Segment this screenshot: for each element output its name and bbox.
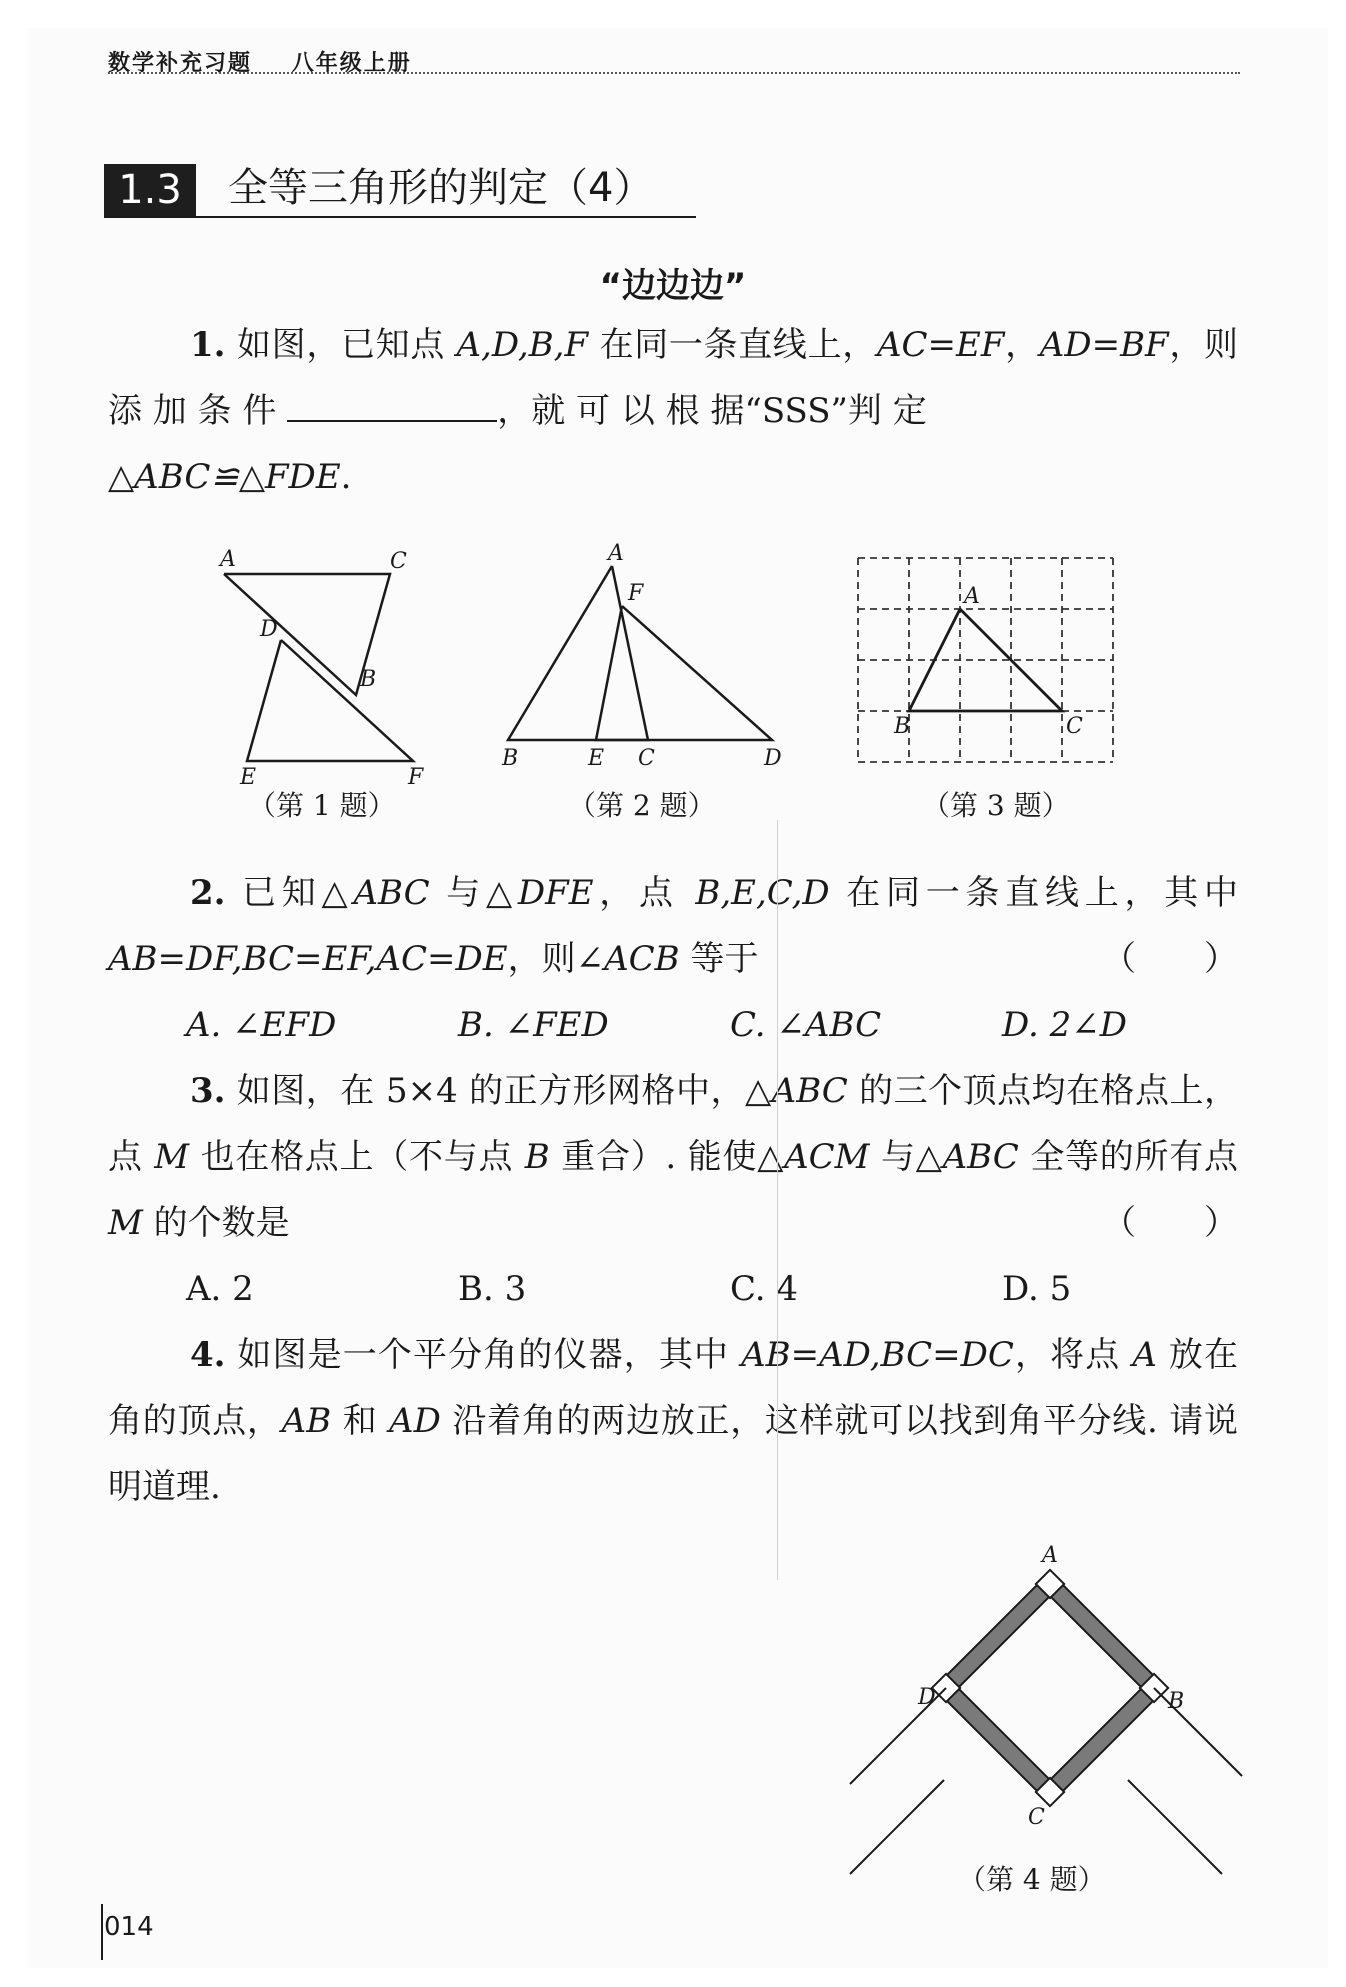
question-3 xyxy=(108,1058,1238,1256)
fig4-label-d: D xyxy=(918,1685,936,1710)
q3-text: 的三个顶点均在格点上，点 xyxy=(108,1071,1239,1177)
question-1 xyxy=(108,312,1238,510)
fig1-label-f: F xyxy=(408,765,424,790)
lesson-subtitle: “边边边” xyxy=(599,266,747,306)
q3-text: 也在格点上（不与点 xyxy=(189,1137,525,1177)
q4-math: AB=AD,BC=DC xyxy=(741,1335,1014,1375)
q2-text: 已知△ xyxy=(225,873,354,913)
fig4-bars xyxy=(940,1578,1160,1798)
q2-option-d[interactable]: D. 2∠D xyxy=(1002,1005,1128,1045)
fig1-label-d: D xyxy=(260,617,278,642)
fig3-label-a: A xyxy=(964,584,980,609)
fig2-caption: （第 2 题） xyxy=(568,789,716,822)
q2-text: ，点 xyxy=(593,873,696,913)
fig4-caption: （第 4 题） xyxy=(958,1863,1106,1896)
fig4-angle-side-left xyxy=(850,1780,944,1874)
figure-1 xyxy=(220,547,430,790)
q4-math: AD xyxy=(389,1401,441,1441)
question-2 xyxy=(108,860,1238,992)
q4-text: 沿着角的两边放正，这样就可以找到角平分线. 请说明道理. xyxy=(108,1401,1239,1507)
q4-math: A xyxy=(1132,1335,1157,1375)
fig4-label-a: A xyxy=(1042,1543,1058,1568)
question-4 xyxy=(108,1322,1238,1520)
page-crease xyxy=(777,820,778,1580)
grade-label: 八年级上册 xyxy=(291,51,412,76)
q2-math: ABC xyxy=(353,873,430,913)
q3-option-c[interactable]: C. 4 xyxy=(730,1269,799,1309)
q1-number: 1. xyxy=(190,325,226,365)
q3-option-b[interactable]: B. 3 xyxy=(458,1269,527,1309)
fig2-label-e: E xyxy=(588,746,605,771)
q2-math: B,E,C,D xyxy=(695,873,830,913)
fig1-label-e: E xyxy=(240,765,257,790)
fig1-triangle-def xyxy=(247,640,413,761)
fig1-label-c: C xyxy=(390,549,407,574)
q4-math: AB xyxy=(281,1401,332,1441)
q3-math: ABC xyxy=(942,1137,1019,1177)
q3-text: 全等的所有点 xyxy=(1018,1137,1238,1177)
q3-answer-paren[interactable]: （ ） xyxy=(1102,1203,1238,1243)
q2-text: 与△ xyxy=(429,873,518,913)
fig4-bar-dc xyxy=(940,1682,1056,1798)
q2-option-c[interactable]: C. ∠ABC xyxy=(730,1005,882,1045)
header-rule xyxy=(108,72,1240,74)
q4-text: 放在角的顶点， xyxy=(108,1335,1238,1441)
fig2-label-b: B xyxy=(502,746,519,771)
q1-text: 在同一条直线上， xyxy=(588,325,877,365)
q1-points: A,D,B,F xyxy=(456,325,589,365)
fig1-label-b: B xyxy=(360,667,377,692)
q3-math: ACM xyxy=(784,1137,870,1177)
fig4-label-b: B xyxy=(1168,1689,1185,1714)
q2-math: DFE xyxy=(517,873,594,913)
fig2-triangle-fed xyxy=(596,606,772,740)
q3-math: M xyxy=(108,1203,143,1243)
q1-text: ，则 添 加 条 件 xyxy=(108,325,1238,431)
q2-text: 在同一条直线上，其中 xyxy=(829,873,1238,913)
q4-number: 4. xyxy=(190,1335,226,1375)
section-rule xyxy=(104,216,696,218)
section-number: 1.3 xyxy=(104,164,196,216)
fig2-label-d: D xyxy=(764,746,782,771)
figure-4 xyxy=(850,1540,1250,1860)
q3-math: B xyxy=(524,1137,550,1177)
q1-conclusion: △ABC≌△FDE xyxy=(108,457,341,497)
q2-math: ACB xyxy=(604,939,680,979)
fig2-label-c: C xyxy=(638,746,655,771)
fig3-caption: （第 3 题） xyxy=(922,789,1070,822)
q1-text: . xyxy=(340,457,352,497)
q3-text: 的个数是 xyxy=(142,1203,290,1243)
fig4-bar-ab xyxy=(1044,1578,1160,1694)
fig4-joints xyxy=(932,1570,1168,1806)
fig4-bar-ad xyxy=(940,1578,1056,1694)
fig2-label-f: F xyxy=(628,581,644,606)
q3-text: 如图，在 5×4 的正方形网格中，△ xyxy=(225,1071,772,1111)
figure-2 xyxy=(500,541,790,771)
q3-option-a[interactable]: A. 2 xyxy=(186,1269,254,1309)
fig4-angle-side-right xyxy=(1050,1582,1234,1874)
q4-text: ，将点 xyxy=(1013,1335,1133,1375)
q2-text: 等于 xyxy=(679,939,759,979)
q3-number: 3. xyxy=(190,1071,226,1111)
q1-equation: AD=BF xyxy=(1039,325,1169,365)
q2-text: ，则∠ xyxy=(507,939,605,979)
q3-text: 与△ xyxy=(869,1137,943,1177)
q3-math: M xyxy=(154,1137,190,1177)
fig4-bar-bc xyxy=(1044,1682,1160,1798)
section-title: 全等三角形的判定（4） xyxy=(228,165,654,211)
q1-text: ， xyxy=(1004,325,1040,365)
q1-text: 如图，已知点 xyxy=(225,325,457,365)
fig4-label-c: C xyxy=(1028,1805,1045,1830)
fig3-label-b: B xyxy=(894,714,911,739)
q2-answer-paren[interactable]: （ ） xyxy=(1102,939,1238,979)
q3-text: 重合）. 能使△ xyxy=(549,1137,785,1177)
q1-answer-blank[interactable] xyxy=(287,390,497,422)
q2-option-a[interactable]: A. ∠EFD xyxy=(186,1005,337,1045)
q4-text: 和 xyxy=(331,1401,390,1441)
page-number-bar xyxy=(101,1904,103,1960)
q2-option-b[interactable]: B. ∠FED xyxy=(458,1005,609,1045)
fig1-label-a: A xyxy=(220,547,236,572)
q1-text: ，就 可 以 根 据“SSS”判 定 xyxy=(497,391,927,431)
q4-text: 如图是一个平分角的仪器，其中 xyxy=(225,1335,742,1375)
fig2-triangle-abc xyxy=(508,566,648,740)
fig4-angle-side-right xyxy=(1128,1780,1222,1874)
q3-option-d[interactable]: D. 5 xyxy=(1002,1269,1072,1309)
q2-math: AB=DF,BC=EF,AC=DE xyxy=(108,939,508,979)
figure-3 xyxy=(858,558,1118,768)
fig1-caption: （第 1 题） xyxy=(248,789,396,822)
page-number: 014 xyxy=(104,1912,154,1942)
book-title: 数学补充习题 xyxy=(108,51,253,76)
fig3-label-c: C xyxy=(1066,714,1083,739)
q2-number: 2. xyxy=(190,873,226,913)
fig2-label-a: A xyxy=(608,541,624,566)
q3-math: ABC xyxy=(771,1071,848,1111)
q1-equation: AC=EF xyxy=(876,325,1005,365)
